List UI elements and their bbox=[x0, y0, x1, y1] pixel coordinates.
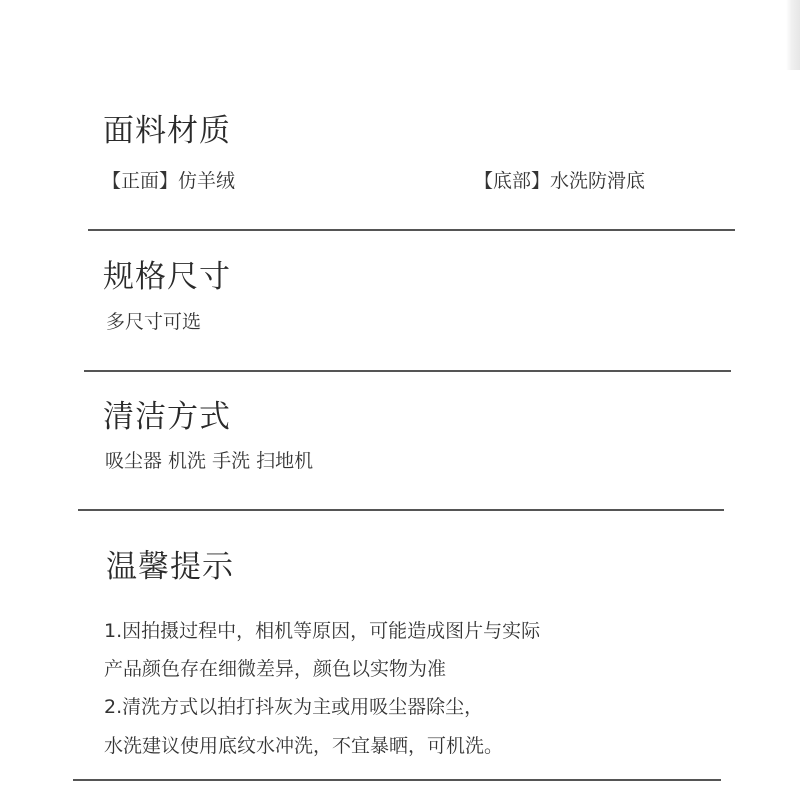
divider-material bbox=[88, 229, 735, 231]
divider-cleaning bbox=[78, 509, 724, 511]
tips-line: 1.因拍摄过程中，相机等原因，可能造成图片与实际 bbox=[104, 620, 541, 642]
tips-line: 水洗建议使用底纹水冲洗，不宜暴晒，可机洗。 bbox=[104, 735, 504, 757]
divider-size bbox=[84, 370, 731, 372]
divider-tips bbox=[73, 779, 721, 781]
cleaning-heading: 清洁方式 bbox=[103, 399, 231, 435]
material-front-text: 【正面】仿羊绒 bbox=[102, 170, 236, 192]
cleaning-detail-text: 吸尘器 机洗 手洗 扫地机 bbox=[105, 450, 314, 472]
material-heading: 面料材质 bbox=[103, 113, 231, 149]
page-edge-shadow bbox=[786, 0, 800, 70]
tips-heading: 温馨提示 bbox=[106, 549, 234, 585]
size-detail-text: 多尺寸可选 bbox=[106, 311, 202, 333]
tips-line: 产品颜色存在细微差异，颜色以实物为准 bbox=[104, 658, 447, 680]
material-bottom-text: 【底部】水洗防滑底 bbox=[474, 170, 646, 192]
tips-line: 2.清洗方式以拍打抖灰为主或用吸尘器除尘， bbox=[104, 696, 484, 718]
size-heading: 规格尺寸 bbox=[103, 259, 231, 295]
